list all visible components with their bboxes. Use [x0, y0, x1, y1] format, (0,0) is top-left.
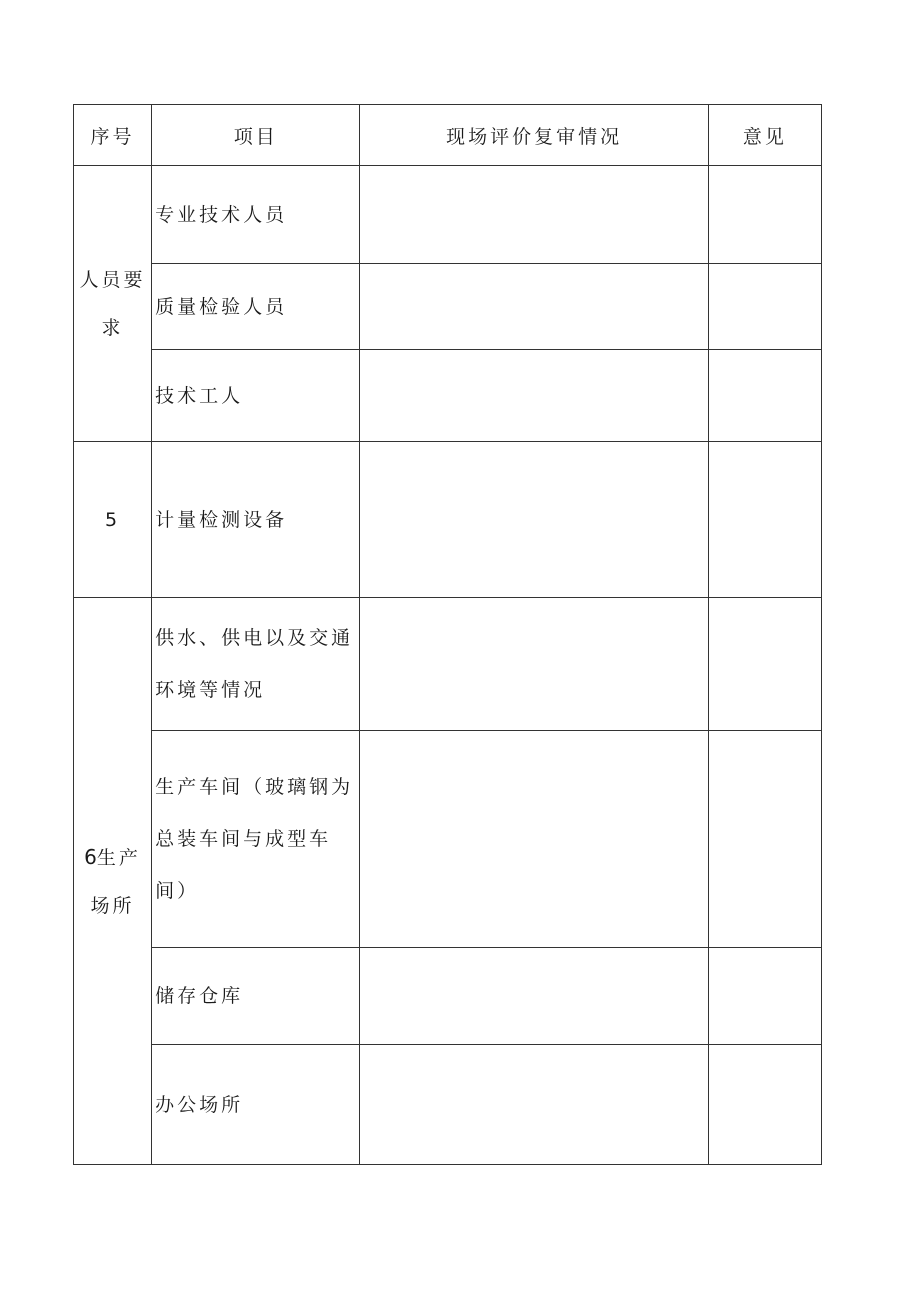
table-row — [74, 598, 822, 731]
review-cell[interactable] — [360, 1045, 708, 1165]
review-table — [73, 104, 822, 1165]
review-cell[interactable] — [360, 598, 708, 731]
review-cell[interactable] — [360, 442, 708, 598]
item-professional-staff: 专业技术人员 — [152, 166, 360, 264]
review-cell[interactable] — [360, 166, 708, 264]
review-cell[interactable] — [360, 948, 708, 1045]
table-row — [74, 166, 822, 264]
group-no-6-label: 生产场所 — [90, 846, 141, 917]
item-measuring-equipment: 计量检测设备 — [152, 442, 360, 598]
group-no-5: 5 — [74, 442, 152, 598]
header-row — [74, 105, 822, 166]
opinion-cell[interactable] — [708, 731, 821, 948]
opinion-cell[interactable] — [708, 1045, 821, 1165]
opinion-cell[interactable] — [708, 442, 821, 598]
item-quality-inspectors: 质量检验人员 — [152, 264, 360, 350]
item-technical-workers: 技术工人 — [152, 350, 360, 442]
item-office: 办公场所 — [152, 1045, 360, 1165]
item-production-workshop: 生产车间（玻璃钢为总装车间与成型车间） — [152, 731, 360, 948]
opinion-cell[interactable] — [708, 598, 821, 731]
table-row — [74, 1045, 822, 1165]
table-row — [74, 731, 822, 948]
header-no: 序号 — [74, 105, 152, 166]
opinion-cell[interactable] — [708, 350, 821, 442]
header-opinion: 意见 — [708, 105, 821, 166]
group-no-personnel: 人员要求 — [74, 166, 152, 442]
header-item: 项目 — [152, 105, 360, 166]
review-cell[interactable] — [360, 264, 708, 350]
opinion-cell[interactable] — [708, 948, 821, 1045]
table-row — [74, 264, 822, 350]
opinion-cell[interactable] — [708, 166, 821, 264]
review-cell[interactable] — [360, 731, 708, 948]
opinion-cell[interactable] — [708, 264, 821, 350]
header-review: 现场评价复审情况 — [360, 105, 708, 166]
group-no-6 — [74, 598, 152, 1165]
review-cell[interactable] — [360, 350, 708, 442]
item-storage-warehouse: 储存仓库 — [152, 948, 360, 1045]
item-utilities-traffic: 供水、供电以及交通环境等情况 — [152, 598, 360, 731]
group-no-6-number: 6 — [84, 844, 97, 869]
table-row — [74, 350, 822, 442]
table-row — [74, 442, 822, 598]
table-row — [74, 948, 822, 1045]
